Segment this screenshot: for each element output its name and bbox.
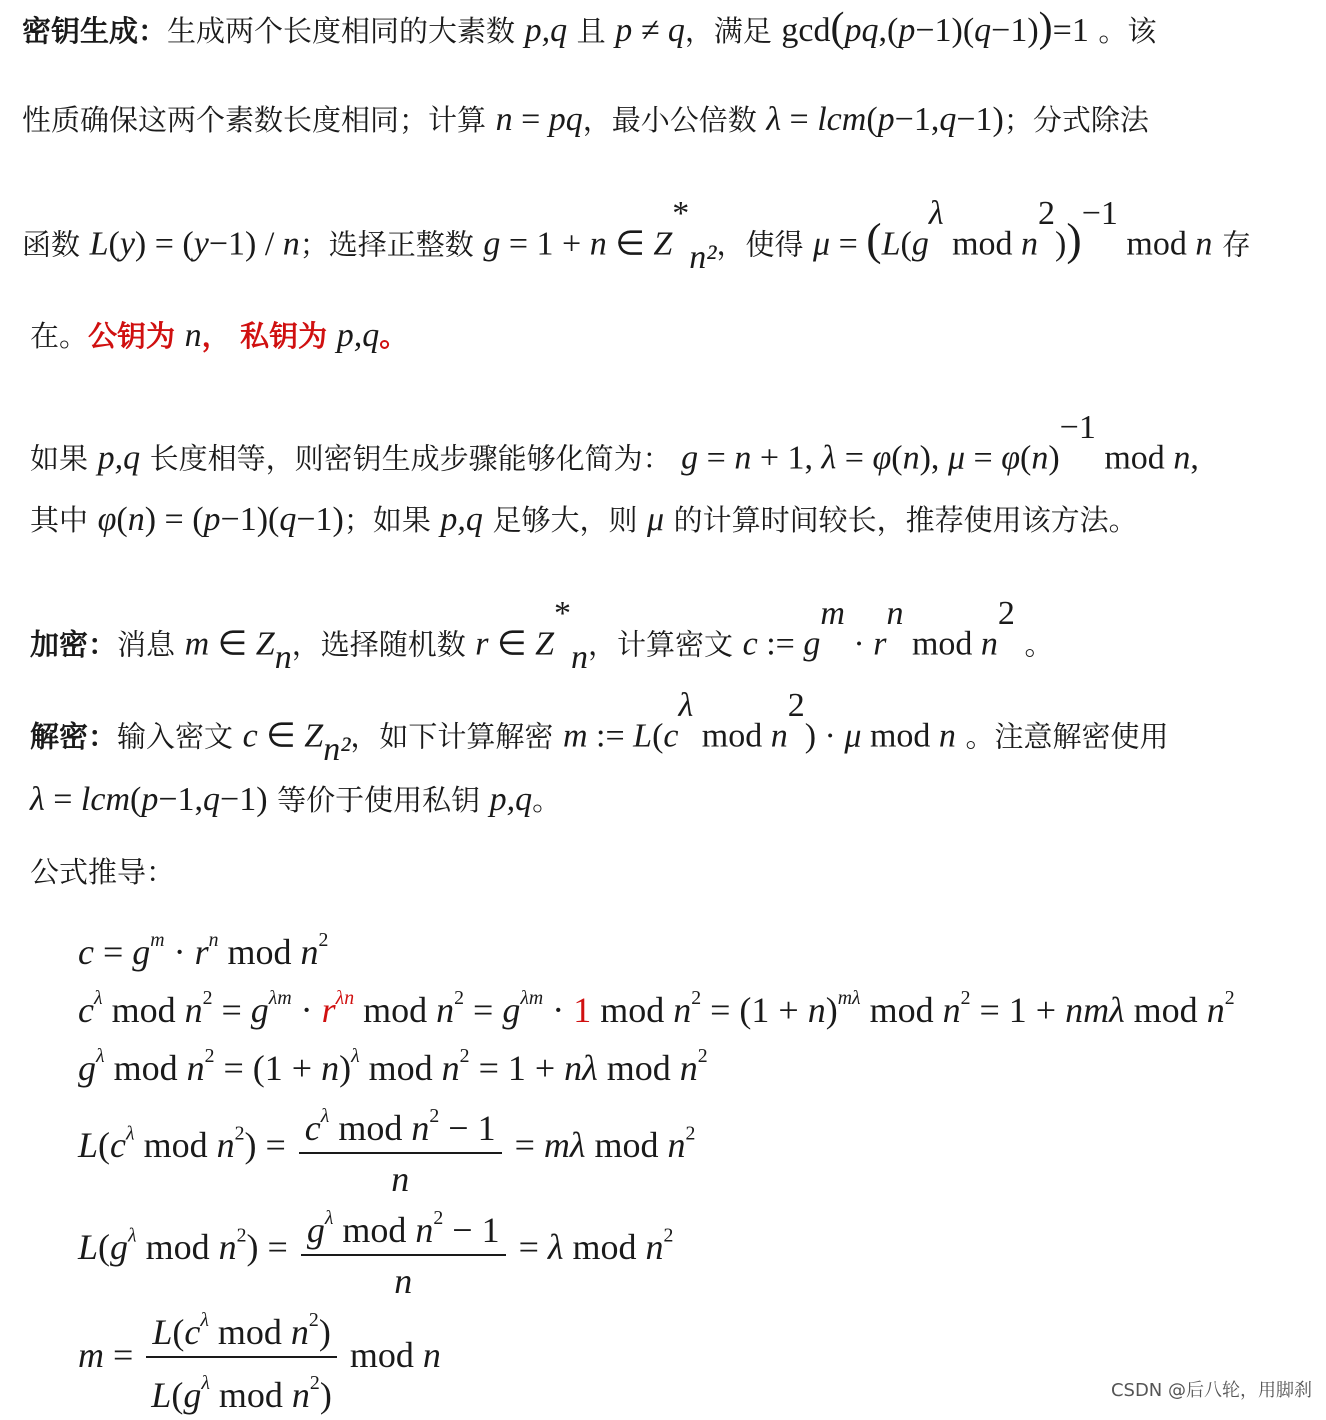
equation-2: $c^\lambda$ mod $n^2 = g^{\lambda m} \cdot r^{\lambda n}$ mod $n^2 = g^{\lambda m} \cdot 1$ mod $n^2 = (1 + n)^{m\lambda}$ mod $n^2 = 1 + nm\lambda$ mod $n^2$ <box>78 987 1235 1030</box>
simplify-line-2: 其中 φ(n) = (p−1)(q−1)；如果 p,q 足够大，则 μ 的计算时间较长，推荐使用该方法。 <box>30 501 1138 538</box>
decrypt-line-1: 解密：输入密文 c ∈ $Z_{n^2}$，如下计算解密 m := $L(c^\lambda$ mod $n^2) \cdot \mu$ mod n 。注意解密使用 <box>30 687 1169 769</box>
equation-5: $L(g^\lambda$ mod $n^2$) = $\frac{g^\lambda mod n^2 - 1}{n}$ = λ mod $n^2$ <box>78 1196 673 1306</box>
decrypt-label: 解密： <box>30 719 118 754</box>
derivation-title: 公式推导： <box>30 855 176 889</box>
encrypt-label: 加密： <box>30 627 118 662</box>
simplify-line-1: 如果 p,q 长度相等，则密钥生成步骤能够化简为： g = n + 1, λ = φ(n), $\mu = \varphi(n)^{-1}$ mod n, <box>30 409 1199 477</box>
keygen-line-3: 函数 L(y) = (y−1) / n；选择正整数 g = 1 + n ∈ $Z^*_{n^2}$，使得 $\mu = (L(g^\lambda$ mod $n^2))^{-1}$ mod n 存 <box>22 195 1251 277</box>
private-key-label: 私钥为 <box>240 319 328 353</box>
public-key-label: 公钥为 <box>88 319 176 353</box>
keygen-line-2: 性质确保这两个素数长度相同；计算 n = pq，最小公倍数 λ = lcm(p−1,q−1)；分式除法 <box>22 101 1149 138</box>
watermark: CSDN @后八轮，用脚刹 <box>1110 1380 1312 1401</box>
decrypt-line-2: λ = lcm(p−1,q−1) 等价于使用私钥 p,q。 <box>30 781 562 818</box>
equation-1: $c = g^m \cdot r^n$ mod $n^2$ <box>78 929 329 972</box>
equation-3: $g^\lambda$ mod $n^2 = (1 + n)^\lambda$ mod $n^2 = 1 + n\lambda$ mod $n^2$ <box>78 1045 708 1088</box>
keygen-line-1: 密钥生成：生成两个长度相同的大素数 p,q 且 p ≠ q，满足 gcd(pq,(p−1)(q−1))=1 。该 <box>22 5 1157 51</box>
encrypt-line: 加密：消息 m ∈ $Z_n$，选择随机数 r ∈ $Z^*_n$，计算密文 c := $g^m \cdot r^n$ mod $n^2$ 。 <box>30 595 1054 677</box>
equation-4: $L(c^\lambda$ mod $n^2$) = $\frac{c^\lambda mod n^2 - 1}{n}$ = mλ mod $n^2$ <box>78 1094 695 1204</box>
equation-6: m = $\frac{L(c^\lambda mod n^2)}{L(g^\lambda mod n^2)}$ mod n <box>78 1298 441 1420</box>
keygen-line-4: 在。公钥为 n， 私钥为 p,q。 <box>30 317 409 354</box>
keygen-label: 密钥生成： <box>22 14 168 48</box>
